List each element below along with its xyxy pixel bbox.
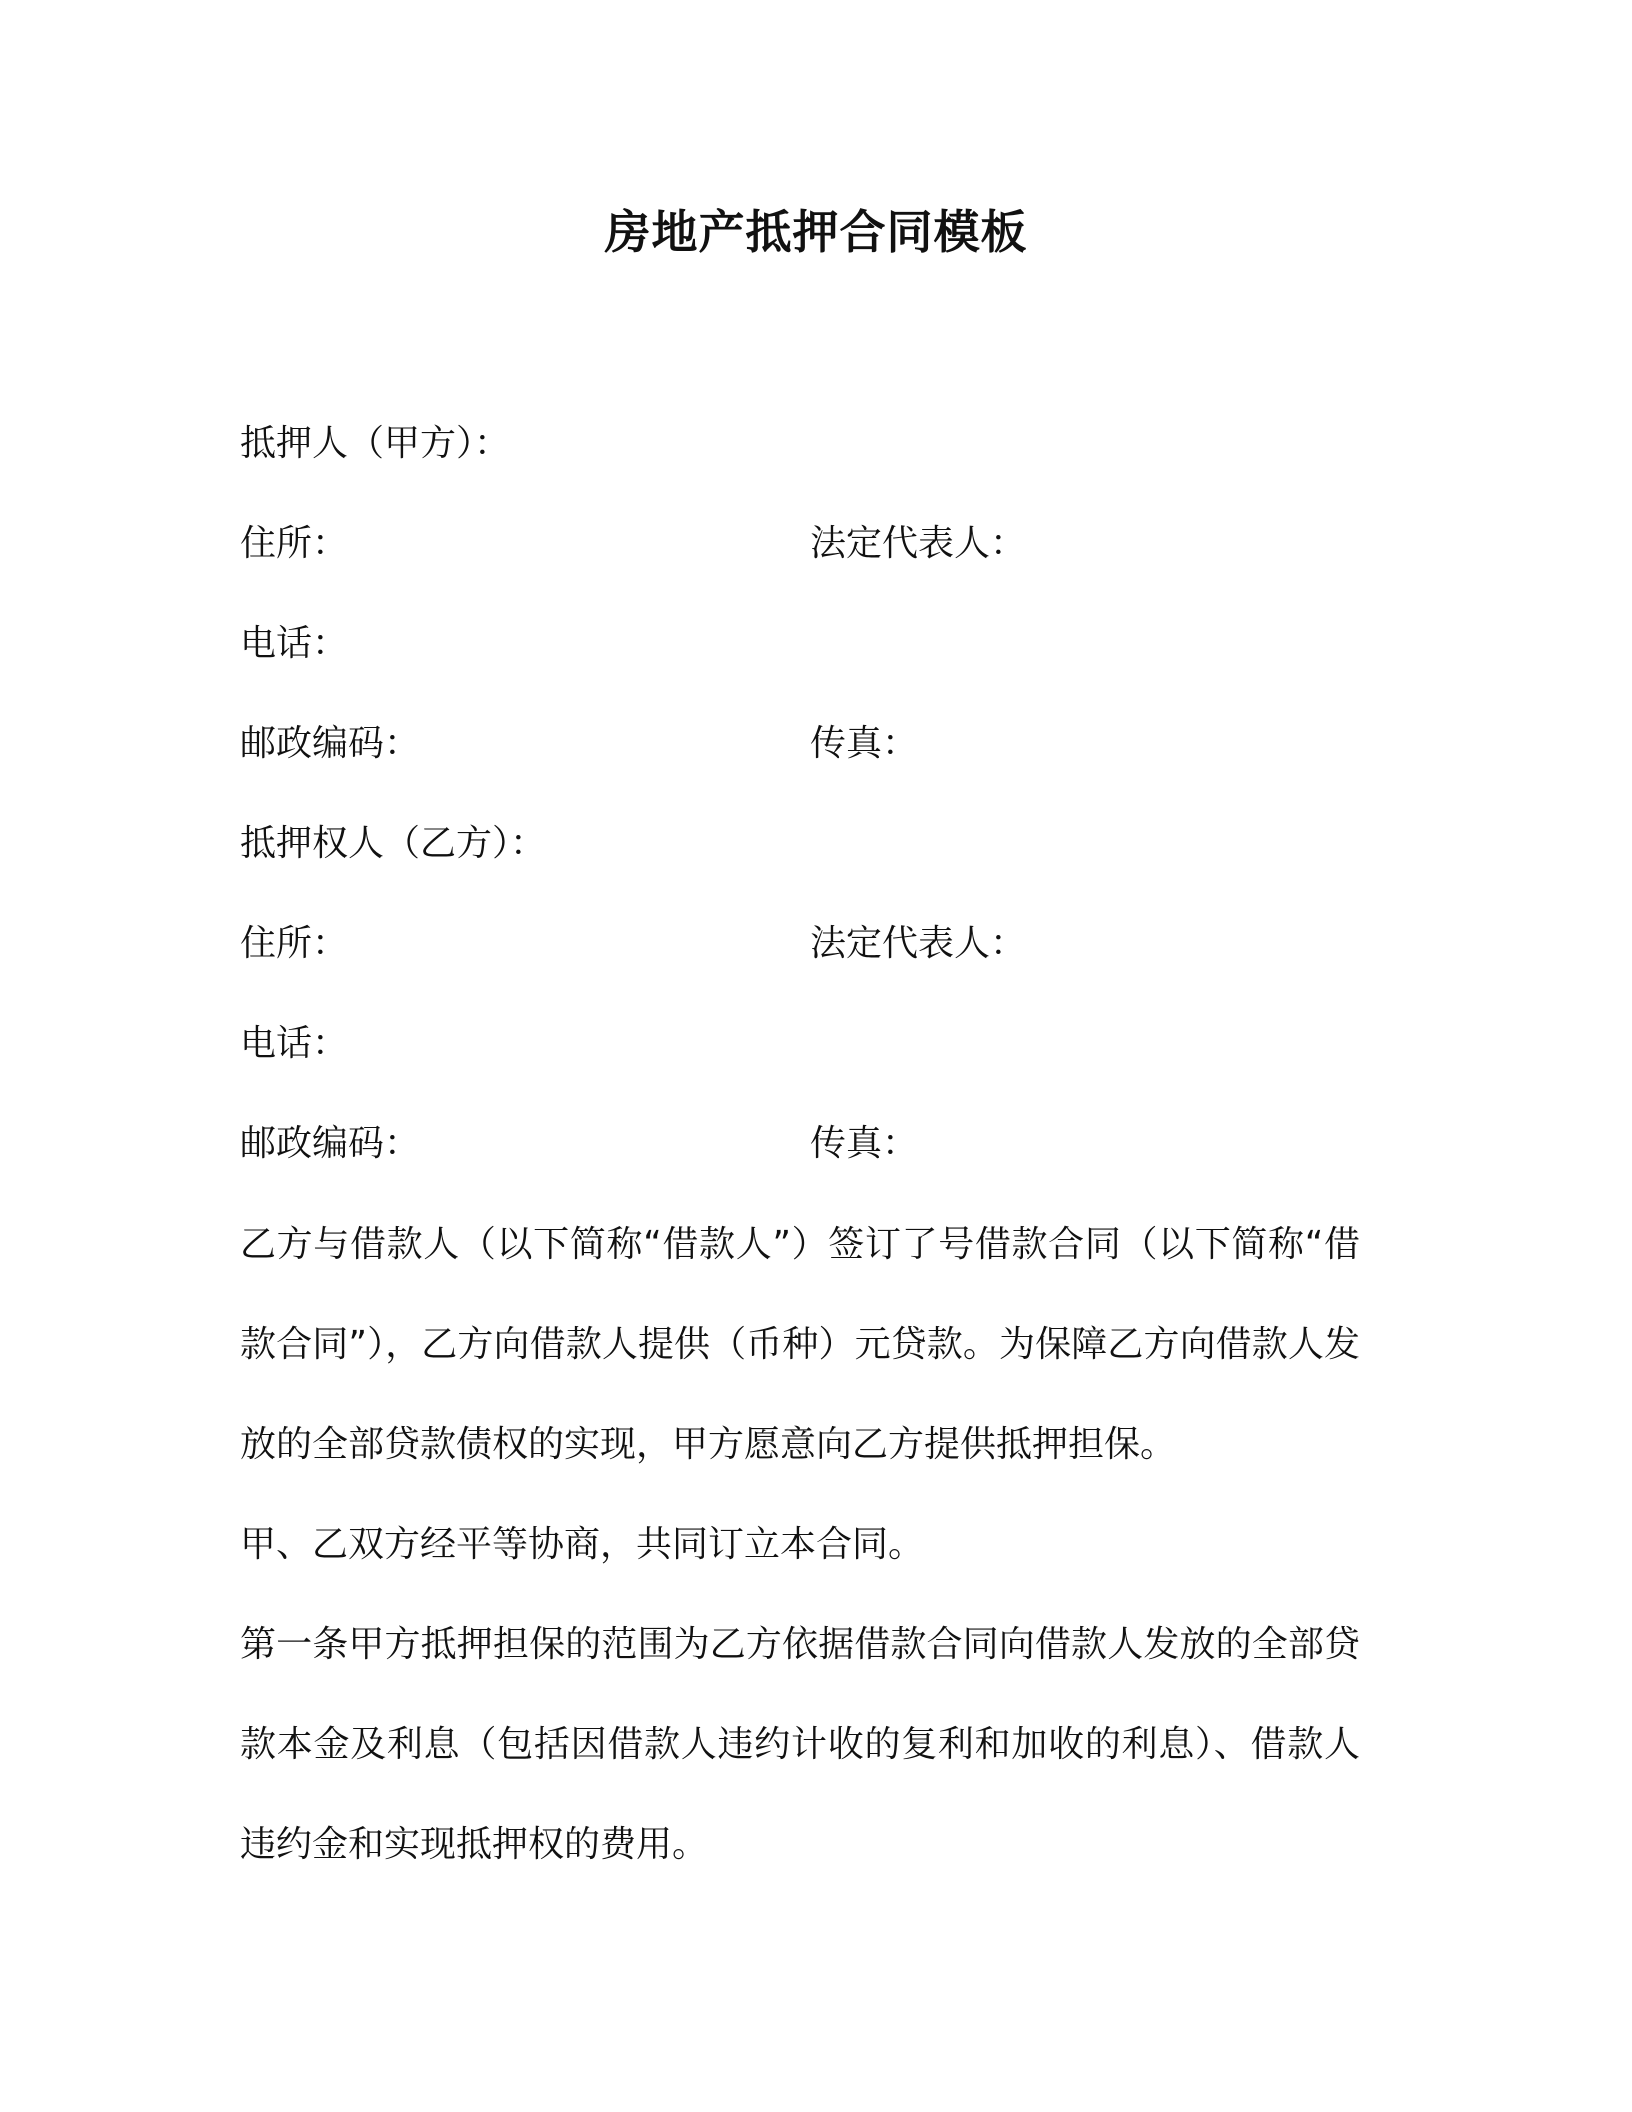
party-a-heading: 抵押人（甲方）： (240, 423, 511, 464)
loan-background-paragraph: 乙方与借款人（以下简称“借款人”）签订了号借款合同（以下简称“借款合同”），乙方向借款人提供（币种）元贷款。为保障乙方向借款人发放的全部贷款债权的实现，甲方愿意向乙方提供抵押担保。 (240, 1224, 1360, 1465)
party-a-fax-label: 传真： (810, 723, 919, 764)
agreement-paragraph: 甲、乙双方经平等协商，共同订立本合同。 (240, 1524, 925, 1565)
party-b-postcode-label: 邮政编码： (240, 1123, 421, 1164)
document-title: 房地产抵押合同模板 (604, 205, 1028, 259)
party-a-address-label: 住所： (240, 523, 349, 564)
party-b-phone-label: 电话： (240, 1023, 349, 1064)
party-b-legal-rep-label: 法定代表人： (810, 923, 1027, 964)
article-one-paragraph: 第一条甲方抵押担保的范围为乙方依据借款合同向借款人发放的全部贷款本金及利息（包括因借款人违约计收的复利和加收的利息）、借款人违约金和实现抵押权的费用。 (240, 1624, 1360, 1865)
party-b-address-label: 住所： (240, 923, 349, 964)
party-a-legal-rep-label: 法定代表人： (810, 523, 1027, 564)
party-a-phone-label: 电话： (240, 623, 349, 664)
party-b-heading: 抵押权人（乙方）： (240, 823, 547, 864)
party-b-fax-label: 传真： (810, 1123, 919, 1164)
party-a-postcode-label: 邮政编码： (240, 723, 421, 764)
